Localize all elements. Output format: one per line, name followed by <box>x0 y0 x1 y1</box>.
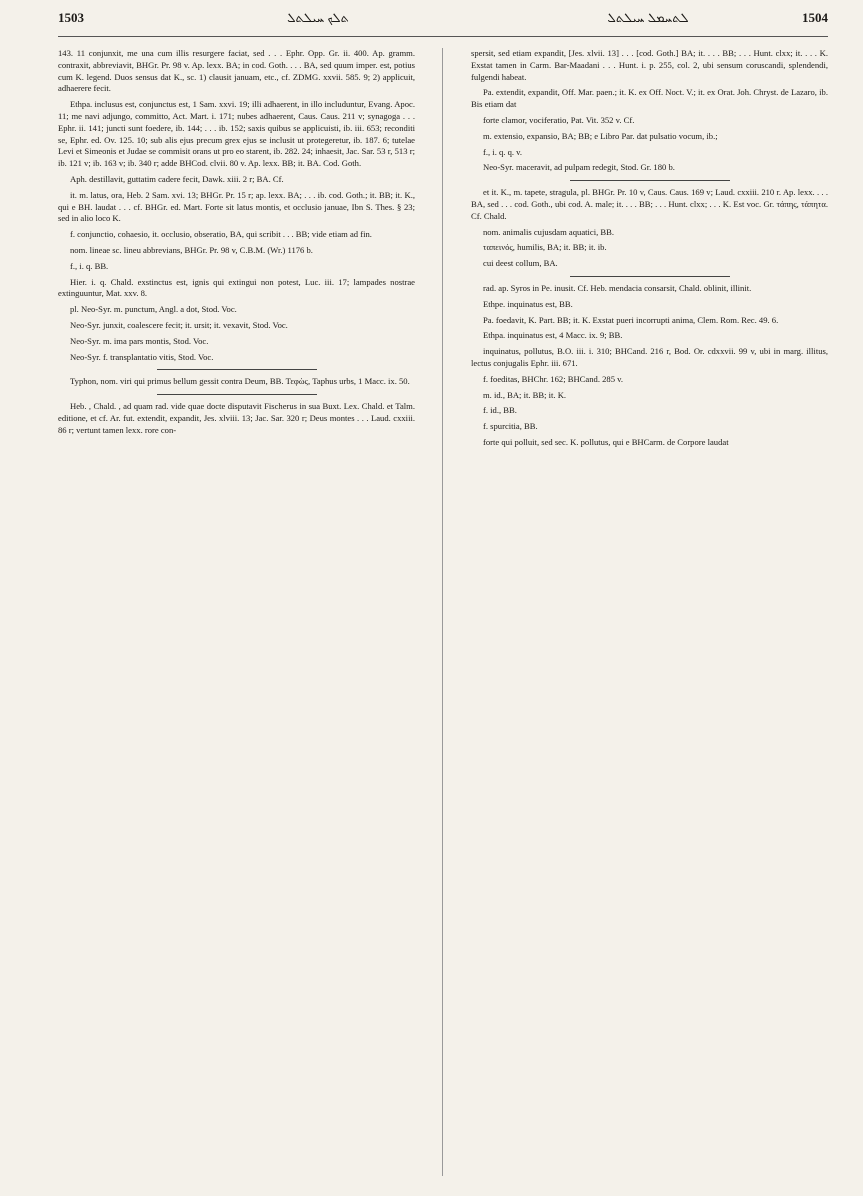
entry: nom. animalis cujusdam aquatici, BB. <box>483 226 615 237</box>
right-column <box>471 48 828 1176</box>
entry: f., i. q. q. v. <box>483 146 523 157</box>
running-head-left: ܬܠܟ ܚܝܠܬܠ <box>287 10 349 25</box>
column-gutter <box>442 48 443 1176</box>
entry: Ethpe. inquinatus est, BB. <box>483 298 573 309</box>
entry: Neo-Syr. m. ima pars montis, Stod. Voc. <box>70 335 209 346</box>
entry: it. m. latus, ora, Heb. 2 Sam. xvi. 13; BHGr. Pr. 15 r; ap. lexx. BA; . . . ib. cod. Goth.; it. BB; it. K., qui e BH. laudat . . . cf. BHGr. ed. Mart. Forte sit latus montis, et occlusio januae, Ibn S. Thes. § 23; sed in alio loco K. <box>58 189 415 224</box>
section-divider <box>157 369 317 370</box>
entry: 143. 11 conjunxit, me una cum illis resurgere faciat, sed . . . Ephr. Opp. Gr. ii. 400. Ap. gramm. contraxit, abbreviavit, BHGr. Pr. 98 v. Ap. lexx. BA; in cod. Goth. . . . BA, sed quum imper. est, potius cum K. legend. Duos sensus dat K., sc. 1) clausit januam, etc., cf. ZDMG. xxvii. 585. 9; 2) applicuit, adhaerere fecit. <box>58 48 415 94</box>
header-rule <box>58 36 828 37</box>
left-column <box>58 48 415 1176</box>
entry: f., i. q. BB. <box>70 260 109 271</box>
entry: forte clamor, vociferatio, Pat. Vit. 352 v. Cf. <box>483 114 635 125</box>
entry: Aph. destillavit, guttatim cadere fecit, Dawk. xiii. 2 r; BA. Cf. <box>70 173 284 184</box>
section-divider <box>157 394 317 395</box>
entry: nom. lineae sc. lineu abbrevians, BHGr. Pr. 98 v, C.B.M. (Wr.) 1176 b. <box>70 244 313 255</box>
entry: Neo-Syr. junxit, coalescere fecit; it. ursit; it. vexavit, Stod. Voc. <box>70 319 288 330</box>
entry: Pa. extendit, expandit, Off. Mar. paen.; it. K. ex Off. Noct. V.; it. ex Orat. Joh. Chryst. de Lazaro, ib. Bis etiam dat <box>471 87 828 110</box>
entry: m. id., BA; it. BB; it. K. <box>483 389 567 400</box>
entry: m. extensio, expansio, BA; BB; e Libro Par. dat pulsatio vocum, ib.; <box>483 130 718 141</box>
entry: Hier. i. q. Chald. exstinctus est, ignis qui extingui non potest, Luc. iii. 17; lampades nostrae extinguuntur, Mat. xxv. 8. <box>58 276 415 299</box>
entry: inquinatus, pollutus, B.O. iii. i. 310; BHCand. 216 r, Bod. Or. cdxxvii. 99 v, ubi in marg. illitus, lectus conjugalis Ephr. iii. 671. <box>471 346 828 368</box>
entry: f. foeditas, BHChr. 162; BHCand. 285 v. <box>483 373 624 384</box>
entry: ταπεινός, humilis, BA; it. BB; it. ib. <box>483 242 607 253</box>
section-divider <box>570 276 730 277</box>
entry: forte qui polluit, sed sec. K. pollutus, qui e BHCarm. de Corpore laudat <box>483 436 729 447</box>
entry: Ethpa. inclusus est, conjunctus est, 1 Sam. xxvi. 19; illi adhaerent, in illo includuntur, Evang. Apoc. 11; me navi adjungo, committo, Act. Mart. i. 171; nubes adhaerent, Caus. Caus. 211 v; synagoga . . . Ephr. ii. 141; juncti sunt foedere, ib. 144; . . . ib. 152; saxis quibus se applicuisti, ib. iii. 653; reconditi se, Ephr. ed. Ov. 125. 10; sub alis ejus precum grex ejus se inclusit ut protegeretur, ib. 187. 6; tutelae Levi et Simeonis et Judae se commisit orans ut pro eo starent, ib. 282. 24; inhaesit, Jac. Sar. 53 r, 513 r; ib. 121 v; ib. 163 v; ib. 340 r; adde BHCod. clvii. 80 v. Ap. lexx. BB; it. BA. Cod. Goth. <box>58 99 415 169</box>
entry: cui deest collum, BA. <box>483 258 558 269</box>
entry: et it. K., m. tapete, stragula, pl. BHGr. Pr. 10 v, Caus. Caus. 169 v; Laud. cxxiii. 210 r. Ap. lexx. . . . BA, sed . . . cod. Goth., ubi cod. A. male; it. . . . BB; . . . Hunt. clxx; . . . K. Est voc. Gr. τάπης, τάπητα. Cf. Chald. <box>471 187 828 221</box>
entry: pl. Neo-Syr. m. punctum, Angl. a dot, Stod. Voc. <box>70 304 237 315</box>
entry: f. spurcitia, BB. <box>483 421 538 432</box>
entry: rad. ap. Syros in Pe. inusit. Cf. Heb. mendacia consarsit, Chald. oblinit, illinit. <box>483 282 752 293</box>
page-number-right: 1504 <box>802 10 828 25</box>
page-number-left: 1503 <box>58 10 84 25</box>
page-header <box>58 10 828 32</box>
entry: f. conjunctio, cohaesio, it. occlusio, obseratio, BA, qui scribit . . . BB; vide etiam ad fin. <box>70 229 372 240</box>
entry: Typhon, nom. viri qui primus bellum gessit contra Deum, BB. Τεφὼς, Taphus urbs, 1 Macc. ix. 50. <box>70 376 410 387</box>
entry: Neo-Syr. maceravit, ad pulpam redegit, Stod. Gr. 180 b. <box>483 162 675 173</box>
entry: f. id., BB. <box>483 405 517 416</box>
entry: Pa. foedavit, K. Part. BB; it. K. Exstat pueri incorrupti anima, Clem. Rom. Rec. 49. 6. <box>483 314 779 325</box>
entry: Heb. , Chald. , ad quam rad. vide quae docte disputavit Fischerus in sua Buxt. Lex. Chald. et Talm. editione, et cf. Ar. fut. extendit, expandit, Jes. xlviii. 13; Jac. Sar. 320 r; Deus montes . . . Laud. cxxiii. 86 r; vertunt tamen lexx. rore con- <box>58 401 415 435</box>
entry: Neo-Syr. f. transplantatio vitis, Stod. Voc. <box>70 351 214 362</box>
entry: spersit, sed etiam expandit, [Jes. xlvii. 13] . . . [cod. Goth.] BA; it. . . . BB; . . . Hunt. clxx; it. . . . K. Exstat tamen in Carm. Bar-Maadani . . . Hunt. i. p. 255, col. 2, ubi sensum coruscandi, splendendi, fulgendi habeat. <box>471 48 828 82</box>
running-head-right: ܠܬܚܡܠ ܚܝܠܬܠ <box>607 10 689 25</box>
entry: Ethpa. inquinatus est, 4 Macc. ix. 9; BB. <box>483 330 623 341</box>
section-divider <box>570 180 730 181</box>
